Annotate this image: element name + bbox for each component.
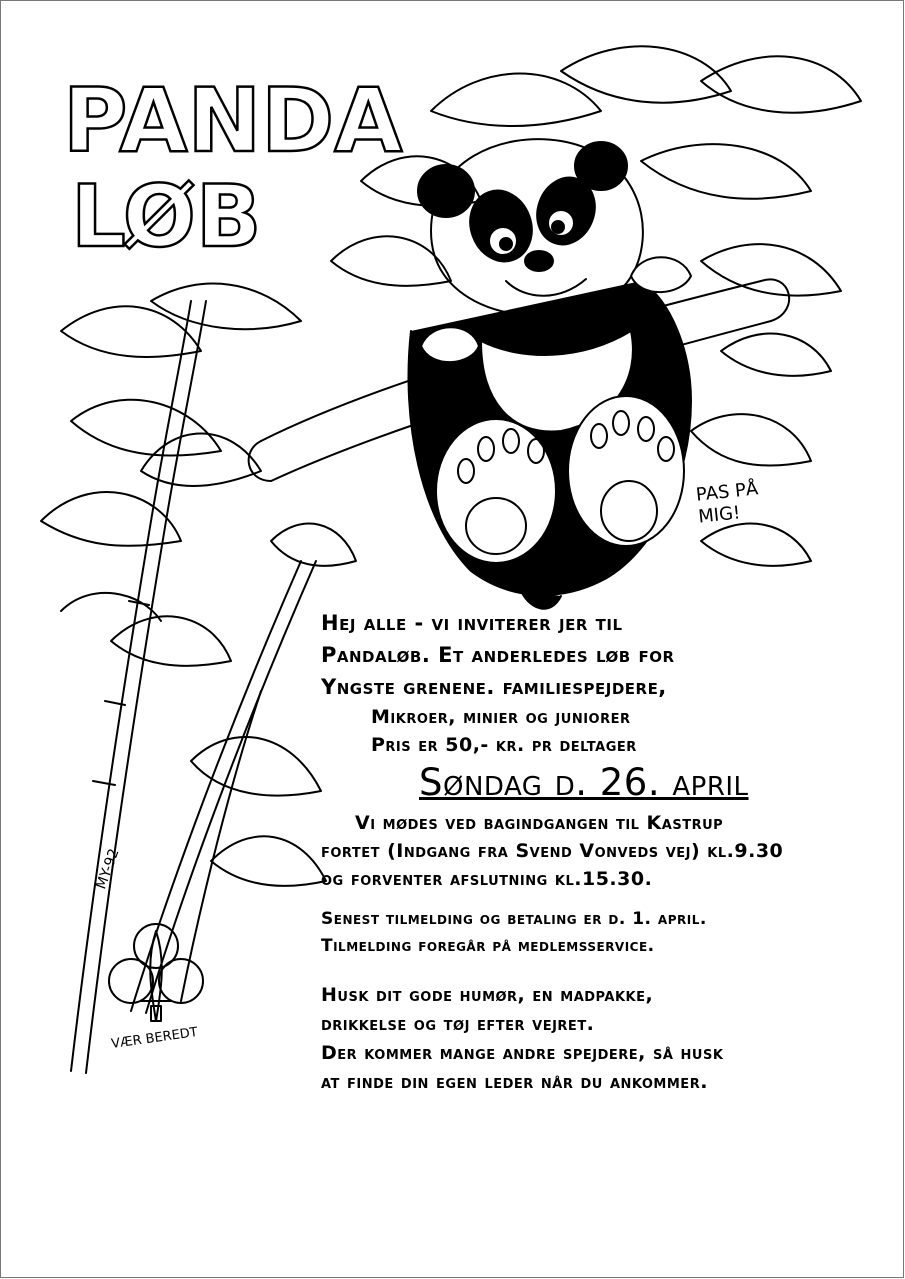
- reminder-line: at finde din egen leder når du ankommer.: [321, 1071, 708, 1093]
- intro-paragraph: [321, 607, 675, 759]
- meeting-line: og forventer afslutning kl.15.30.: [321, 868, 653, 890]
- artwork-speech-caption: PAS PÅ MIG!: [695, 478, 760, 528]
- bamboo-stalks: [71, 301, 316, 1073]
- intro-line: Yngste grenene. familiespejdere,: [321, 675, 667, 699]
- group-line: Mikroer, minier og juniorer: [371, 706, 631, 728]
- title-lettering: [61, 41, 403, 267]
- intro-line: Hej alle - vi inviterer jer til: [321, 611, 623, 635]
- meeting-line: fortet (Indgang fra Svend Vonveds vej) kl.9.30: [321, 840, 784, 862]
- artist-signature: MY-92: [93, 846, 123, 892]
- meeting-paragraph: [321, 809, 783, 893]
- registration-line: Senest tilmelding og betaling er d. 1. april.: [321, 909, 707, 929]
- reminder-line: Husk dit gode humør, en madpakke,: [321, 984, 654, 1006]
- jungle-leaves-left: [41, 284, 356, 886]
- reminder-line: drikkelse og tøj efter vejret.: [321, 1013, 595, 1035]
- registration-paragraph: [321, 906, 707, 960]
- meeting-line: Vi mødes ved bagindgangen til Kastrup: [355, 812, 724, 834]
- intro-line: Pandaløb. Et anderledes løb for: [321, 643, 675, 667]
- panda-figure: [409, 139, 692, 609]
- emblem-motto: VÆR BEREDT: [110, 1025, 199, 1052]
- title-line-1: PANDA: [63, 69, 403, 172]
- reminder-line: Der kommer mange andre spejdere, så husk: [321, 1042, 724, 1064]
- registration-line: Tilmelding foregår på medlemsservice.: [321, 936, 655, 956]
- price-line: Pris er 50,- kr. pr deltager: [371, 734, 637, 756]
- title-line-2: LØB: [71, 167, 262, 267]
- event-date: Søndag d. 26. april: [419, 761, 749, 804]
- reminder-paragraph: [321, 981, 723, 1097]
- scout-emblem: [109, 924, 203, 1021]
